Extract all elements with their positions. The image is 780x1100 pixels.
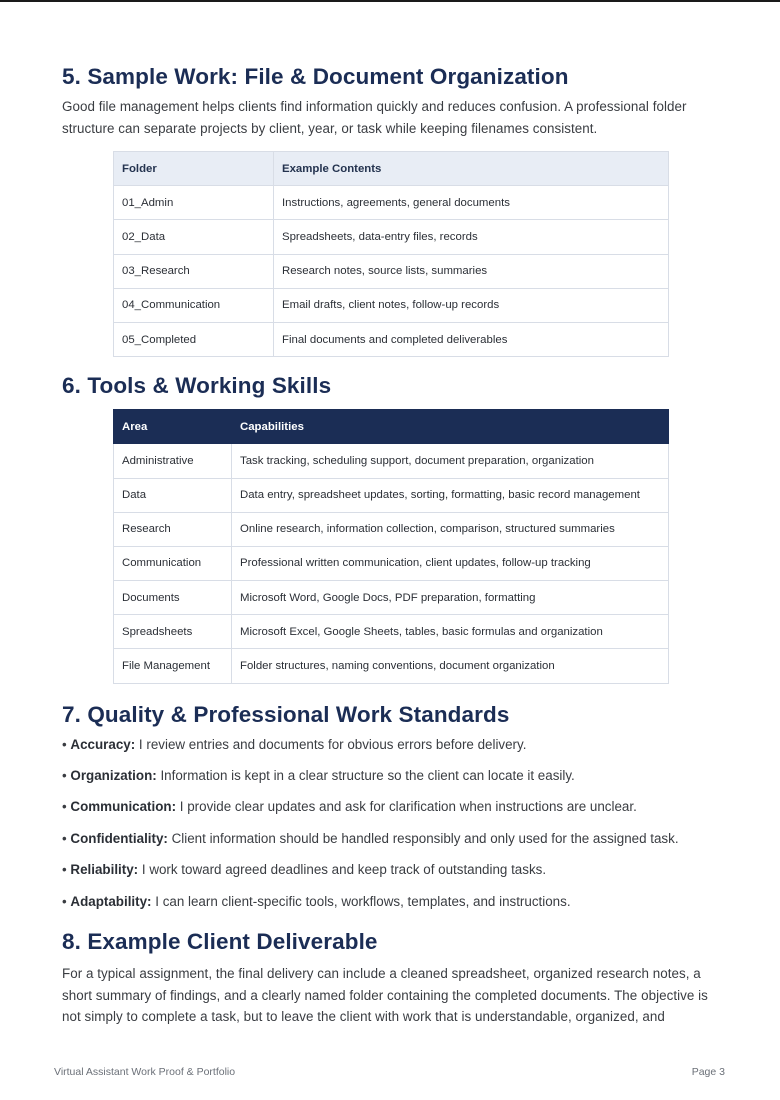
table-header-row xyxy=(114,410,669,444)
standard-text: Information is kept in a clear structure so the client can locate it easily. xyxy=(160,768,575,784)
page-content xyxy=(62,62,722,1028)
table-row xyxy=(114,288,669,322)
standard-text: I provide clear updates and ask for clarification when instructions are unclear. xyxy=(179,799,637,815)
standard-term: Reliability: xyxy=(70,862,139,878)
column-header: Area xyxy=(114,410,232,444)
standard-term: Accuracy: xyxy=(70,736,136,752)
section-7-heading: 7. Quality & Professional Work Standards xyxy=(62,701,510,727)
section-5-heading: 5. Sample Work: File & Document Organization xyxy=(62,64,569,89)
section-5-intro: Good file management helps clients find information quickly and reduces confusion. A professional folder structure can separate projects by client, year, or task while keeping filenames consistent. xyxy=(62,99,687,136)
skill-area-cell: Data xyxy=(114,478,232,512)
folder-name-cell: 01_Admin xyxy=(114,186,274,220)
list-item: • Communication: I provide clear updates and ask for clarification when instructions are unclear. xyxy=(62,799,637,815)
table-row xyxy=(114,322,669,356)
skill-capabilities-cell: Online research, information collection, comparison, structured summaries xyxy=(232,512,669,546)
top-border-line xyxy=(0,0,780,2)
skill-capabilities-cell: Folder structures, naming conventions, document organization xyxy=(232,649,669,683)
standard-term: Communication: xyxy=(70,799,177,815)
footer-page-number: Page 3 xyxy=(691,1066,725,1078)
column-header: Example Contents xyxy=(274,152,669,186)
column-header: Capabilities xyxy=(232,410,669,444)
table-row xyxy=(114,546,669,580)
folder-contents-cell: Email drafts, client notes, follow-up records xyxy=(274,288,669,322)
list-item: • Reliability: I work toward agreed deadlines and keep track of outstanding tasks. xyxy=(62,862,547,878)
skill-area-cell: File Management xyxy=(114,649,232,683)
table-header-row xyxy=(114,152,669,186)
standard-text: I work toward agreed deadlines and keep track of outstanding tasks. xyxy=(141,862,547,878)
table-row xyxy=(114,220,669,254)
standard-term: Confidentiality: xyxy=(70,830,168,846)
column-header: Folder xyxy=(114,152,274,186)
folder-name-cell: 04_Communication xyxy=(114,288,274,322)
list-item: • Organization: Information is kept in a clear structure so the client can locate it easily. xyxy=(62,768,575,784)
folder-contents-cell: Final documents and completed deliverables xyxy=(274,322,669,356)
skill-area-cell: Documents xyxy=(114,581,232,615)
folder-name-cell: 02_Data xyxy=(114,220,274,254)
standard-text: I review entries and documents for obvious errors before delivery. xyxy=(138,736,527,752)
folder-name-cell: 03_Research xyxy=(114,254,274,288)
standards-list xyxy=(62,729,722,917)
table-row xyxy=(114,254,669,288)
skill-capabilities-cell: Data entry, spreadsheet updates, sorting, formatting, basic record management xyxy=(232,478,669,512)
standard-term: Adaptability: xyxy=(70,893,152,909)
skill-area-cell: Research xyxy=(114,512,232,546)
section-8-heading: 8. Example Client Deliverable xyxy=(62,929,378,955)
list-item: • Confidentiality: Client information should be handled responsibly and only used for the assigned task. xyxy=(62,830,679,846)
table-row xyxy=(114,615,669,649)
table-row xyxy=(114,649,669,683)
folder-contents-cell: Instructions, agreements, general documents xyxy=(274,186,669,220)
skill-area-cell: Administrative xyxy=(114,444,232,478)
folder-contents-cell: Research notes, source lists, summaries xyxy=(274,254,669,288)
skill-capabilities-cell: Microsoft Word, Google Docs, PDF preparation, formatting xyxy=(232,581,669,615)
section-6-heading: 6. Tools & Working Skills xyxy=(62,373,332,399)
skill-capabilities-cell: Professional written communication, client updates, follow-up tracking xyxy=(232,546,669,580)
standard-text: I can learn client-specific tools, workflows, templates, and instructions. xyxy=(155,893,571,909)
folder-name-cell: 05_Completed xyxy=(114,322,274,356)
skill-area-cell: Communication xyxy=(114,546,232,580)
footer-document-title: Virtual Assistant Work Proof & Portfolio xyxy=(54,1066,236,1078)
folder-contents-cell: Spreadsheets, data-entry files, records xyxy=(274,220,669,254)
skill-area-cell: Spreadsheets xyxy=(114,615,232,649)
table-row xyxy=(114,444,669,478)
section-8-body: For a typical assignment, the final delivery can include a cleaned spreadsheet, organized research notes, a short summary of findings, and a clearly named folder containing the completed documents. The objective is not simply to complete a task, but to leave the client with work that is understandable, organized, and xyxy=(62,966,708,1025)
table-row xyxy=(114,512,669,546)
table-row xyxy=(114,186,669,220)
table-row xyxy=(114,581,669,615)
table-row xyxy=(114,478,669,512)
folder-table xyxy=(113,151,669,357)
list-item: • Adaptability: I can learn client-specific tools, workflows, templates, and instructions. xyxy=(62,893,571,909)
list-item: • Accuracy: I review entries and documents for obvious errors before delivery. xyxy=(62,736,527,752)
skill-capabilities-cell: Microsoft Excel, Google Sheets, tables, basic formulas and organization xyxy=(232,615,669,649)
standard-text: Client information should be handled responsibly and only used for the assigned task. xyxy=(171,830,679,846)
skills-table xyxy=(113,409,669,684)
standard-term: Organization: xyxy=(70,768,157,784)
skill-capabilities-cell: Task tracking, scheduling support, document preparation, organization xyxy=(232,444,669,478)
